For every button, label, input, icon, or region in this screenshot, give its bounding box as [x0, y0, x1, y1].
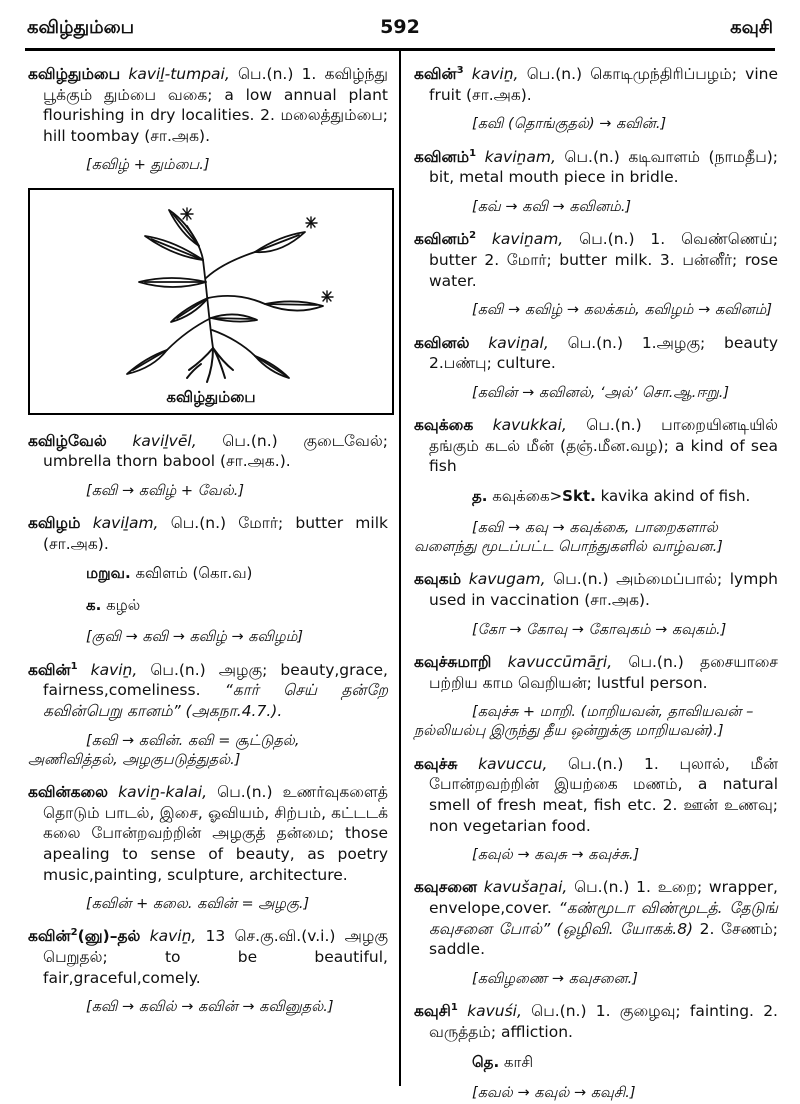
headword: கவுக்கை: [414, 416, 474, 435]
column-left: [0, 51, 399, 1086]
transliteration: kavuccu,: [457, 754, 548, 773]
headword-superscript: 1: [450, 1002, 458, 1014]
definition-text: பெ.(n.) மோர்; butter milk (சா.அக).: [43, 514, 388, 553]
italic-text: [கவிழணை → கவுசனை.]: [472, 970, 638, 987]
italic-text: “கண்மூடா விண்மூடத். தேடுங் கவுசனை போல்” (ஒழிவி. யோகக்.8): [429, 899, 778, 938]
dictionary-entry: [414, 64, 778, 105]
headword: கவிழ்தும்பை: [28, 65, 121, 83]
definition-text: பெ.(n.) 1. உறை; wrapper, envelope,cover.: [429, 878, 778, 918]
etymology-line: [28, 732, 388, 771]
transliteration: kavuccūmāṟi,: [491, 652, 613, 671]
guide-word-left: கவிழ்தும்பை: [27, 17, 134, 38]
etymology-line: [414, 384, 778, 403]
definition-text: பெ.(n.) அழகு; beauty,grace, fairness,comeliness.: [43, 660, 388, 700]
plant-figure: [28, 188, 394, 415]
variant-note: [28, 564, 388, 584]
dictionary-entry: [28, 660, 388, 722]
dictionary-entry: [414, 1001, 778, 1042]
italic-text: [கவிழ் + தும்பை.]: [86, 157, 210, 174]
headword: கவின்கலை: [28, 783, 109, 802]
variant-note: [414, 487, 778, 507]
italic-text: [கவி → கவிழ் + வேல்.]: [86, 482, 245, 499]
headword: கவிழ்வேல்: [28, 431, 107, 450]
definition-text: பெ.(n.) தசையாசை பற்றிய காம வெறியன்; lustful person.: [429, 652, 779, 692]
abbreviation: க.: [86, 596, 102, 615]
headword: கவினம்: [414, 230, 470, 249]
italic-text: [கவின் + கலை. கவின் = அழகு.]: [86, 896, 310, 913]
abbreviation: தெ.: [472, 1052, 500, 1071]
etymology-line: [28, 998, 388, 1017]
headword-superscript: 1: [469, 147, 477, 159]
transliteration: kaviḻvēl,: [106, 431, 197, 450]
abbreviation: Skt.: [562, 486, 596, 505]
dictionary-entry: [28, 926, 388, 988]
headword: கவிழம்: [28, 514, 81, 533]
transliteration: kavukkai,: [473, 416, 567, 435]
italic-text: [குவி → கவி → கவிழ் → கவிழம்]: [86, 629, 304, 646]
italic-text: [கவி (தொங்குதல்) → கவின்.]: [472, 116, 667, 133]
etymology-line: [28, 895, 388, 914]
headword: கவுச்சு: [414, 754, 458, 773]
headword: கவின்: [28, 927, 71, 946]
etymology-line: [414, 519, 778, 558]
italic-text: [கவுச்சு + மாறி. (மாறியவன், தாவியவன் – நல்லியல்பு இருந்து தீய ஒன்றுக்கு மாறியவன்).]: [414, 704, 754, 740]
definition-text: 13 செ.கு.வி.(v.i.) அழகு பெறுதல்; to be beautiful, fair,graceful,comely.: [43, 927, 388, 987]
etymology-line: [28, 482, 388, 501]
headword-superscript: 3: [456, 65, 464, 76]
definition-text: பெ.(n.) 1. புலால், மீன் போன்றவற்றின் இயற்கை மணம், a natural smell of fresh meat, fish etc. 2. ஊன் உணவு; non vegetarian food.: [429, 754, 778, 835]
italic-text: [கவி → கவு → கவுக்கை, பாறைகளால் வளைந்து மூடப்பட்ட பொந்துகளில் வாழ்வன.]: [414, 519, 723, 556]
figure-caption: கவிழ்தும்பை: [166, 387, 256, 406]
column-right: [401, 51, 800, 1102]
etymology-line: [414, 115, 778, 134]
definition-text: பெ.(n.) கடிவாளம் (நாமதீப); bit, metal mouth piece in bridle.: [429, 147, 778, 187]
page-body: [0, 51, 800, 1102]
dictionary-entry: [414, 754, 778, 836]
dictionary-entry: [414, 569, 778, 610]
headword-superscript: 2: [70, 927, 78, 939]
dictionary-entry: [28, 64, 388, 146]
variant-note: [414, 1053, 778, 1073]
transliteration: kavugam,: [461, 570, 546, 589]
definition-text: kavika akind of fish.: [595, 486, 751, 505]
definition-text: பெ.(n.) பாறையினடியில் தங்கும் கடல் மீன் (தஞ்.மீன.வழ); a kind of sea fish: [429, 416, 778, 476]
definition-text: காசி: [499, 1052, 534, 1071]
page-header: [0, 16, 800, 40]
headword: கவின்: [28, 660, 71, 679]
transliteration: kaviṉ,: [77, 660, 138, 679]
transliteration: kaviṉam,: [476, 230, 564, 249]
etymology-line: [414, 846, 778, 865]
definition-text: பெ.(n.) அம்மைப்பால்; lymph used in vaccination (சா.அக).: [429, 570, 778, 610]
italic-text: [கவ் → கவி → கவினம்.]: [472, 199, 632, 216]
headword: கவினல்: [414, 333, 470, 352]
transliteration: kaviṉal,: [469, 333, 549, 352]
transliteration: kaviḻ-tumpai,: [120, 65, 230, 83]
headword: கவுச்சுமாறி: [414, 652, 492, 671]
italic-text: [கவின் → கவினல், ‘அல்’ சொ.ஆ.ஈறு.]: [472, 384, 729, 401]
definition-text: பெ.(n.) 1.அழகு; beauty 2.பண்பு; culture.: [429, 333, 778, 373]
headword-superscript: 2: [469, 230, 477, 242]
plant-illustration: [41, 198, 381, 386]
italic-text: “கார் செய் தன்றே கவின்பெறு கானம்” (அகநா.4.7.).: [43, 681, 388, 720]
transliteration: kaviṉam,: [476, 147, 556, 166]
etymology-line: [414, 301, 778, 320]
dictionary-entry: [414, 415, 778, 477]
definition-text: கவுக்கை>: [487, 486, 563, 505]
etymology-line: [414, 198, 778, 217]
transliteration: kaviṉ,: [463, 65, 519, 84]
etymology-line: [414, 970, 778, 989]
dictionary-entry: [414, 147, 778, 188]
definition-text: கழல்: [101, 596, 141, 615]
transliteration: kavušaṉai,: [477, 878, 568, 897]
headword: (னு)–தல்: [77, 927, 141, 946]
italic-text: [கவி → கவின். கவி = சூட்டுதல், அணிவித்தல், அழகுபடுத்துதல்.]: [28, 732, 300, 768]
definition-text: பெ.(n.) உணர்வுகளைத் தொடும் பாடல், இசை, ஓவியம், சிற்பம், கட்டடக் கலை போன்றவற்றின் அழகுத் தன்மை; those apealing to sense of beauty, as poetry music,painting, sculpture, architecture.: [43, 783, 389, 884]
dictionary-entry: [28, 782, 388, 885]
italic-text: [கவி → கவிழ் → கலக்கம், கவிழம் → கவினம்]: [472, 302, 772, 319]
italic-text: [கவுல் → கவுசு → கவுச்சு.]: [472, 847, 640, 864]
dictionary-entry: [414, 333, 778, 374]
etymology-line: [414, 1084, 778, 1103]
headword: கவுகம்: [414, 570, 462, 589]
transliteration: kavuśi,: [457, 1002, 522, 1021]
dictionary-entry: [414, 652, 778, 693]
guide-word-right: கவுசி: [730, 17, 774, 38]
italic-text: [கோ → கோவு → கோவுகம் → கவுகம்.]: [472, 621, 727, 638]
definition-text: கவிளம் (கொ.வ): [130, 564, 253, 583]
headword-superscript: 1: [70, 660, 78, 672]
abbreviation: மறுவ.: [86, 564, 131, 583]
definition-text: பெ.(n.) 1. கவிழ்ந்து பூக்கும் தும்பை வகை; a low annual plant flourishing in dry localities. 2. மலைத்தும்பை; hill toombay (சா.அக).: [43, 65, 388, 145]
headword: கவினம்: [414, 147, 470, 166]
transliteration: kaviḻam,: [80, 514, 159, 533]
dictionary-entry: [28, 513, 388, 554]
definition-text: 2. சேணம்; saddle.: [429, 919, 778, 959]
variant-note: [28, 596, 388, 616]
italic-text: [கவி → கவில் → கவின் → கவினுதல்.]: [86, 999, 334, 1016]
etymology-line: [414, 621, 778, 640]
page-number: 592: [380, 16, 420, 38]
definition-text: பெ.(n.) 1. குழைவு; fainting. 2. வருத்தம்; affliction.: [429, 1002, 778, 1041]
definition-text: பெ.(n.) 1. வெண்ணெய்; butter 2. மோர்; butter milk. 3. பன்னீர்; rose water.: [429, 230, 778, 290]
headword: கவுசனை: [414, 878, 478, 897]
headword: கவின்: [414, 65, 457, 84]
definition-text: பெ.(n.) கொடிமுந்திரிப்பழம்; vine fruit (சா.அக).: [429, 65, 778, 104]
etymology-line: [414, 703, 778, 742]
headword: கவுசி: [414, 1002, 451, 1021]
transliteration: kaviṉ-kalai,: [108, 783, 208, 802]
etymology-line: [28, 628, 388, 647]
definition-text: பெ.(n.) குடைவேல்; umbrella thorn babool (சா.அக.).: [43, 431, 388, 471]
italic-text: [கவல் → கவுல் → கவுசி.]: [472, 1085, 636, 1102]
dictionary-entry: [414, 877, 778, 959]
abbreviation: த.: [472, 486, 488, 505]
etymology-line: [28, 156, 388, 175]
dictionary-entry: [28, 431, 388, 472]
dictionary-entry: [414, 229, 778, 291]
transliteration: kaviṉ,: [140, 927, 197, 946]
